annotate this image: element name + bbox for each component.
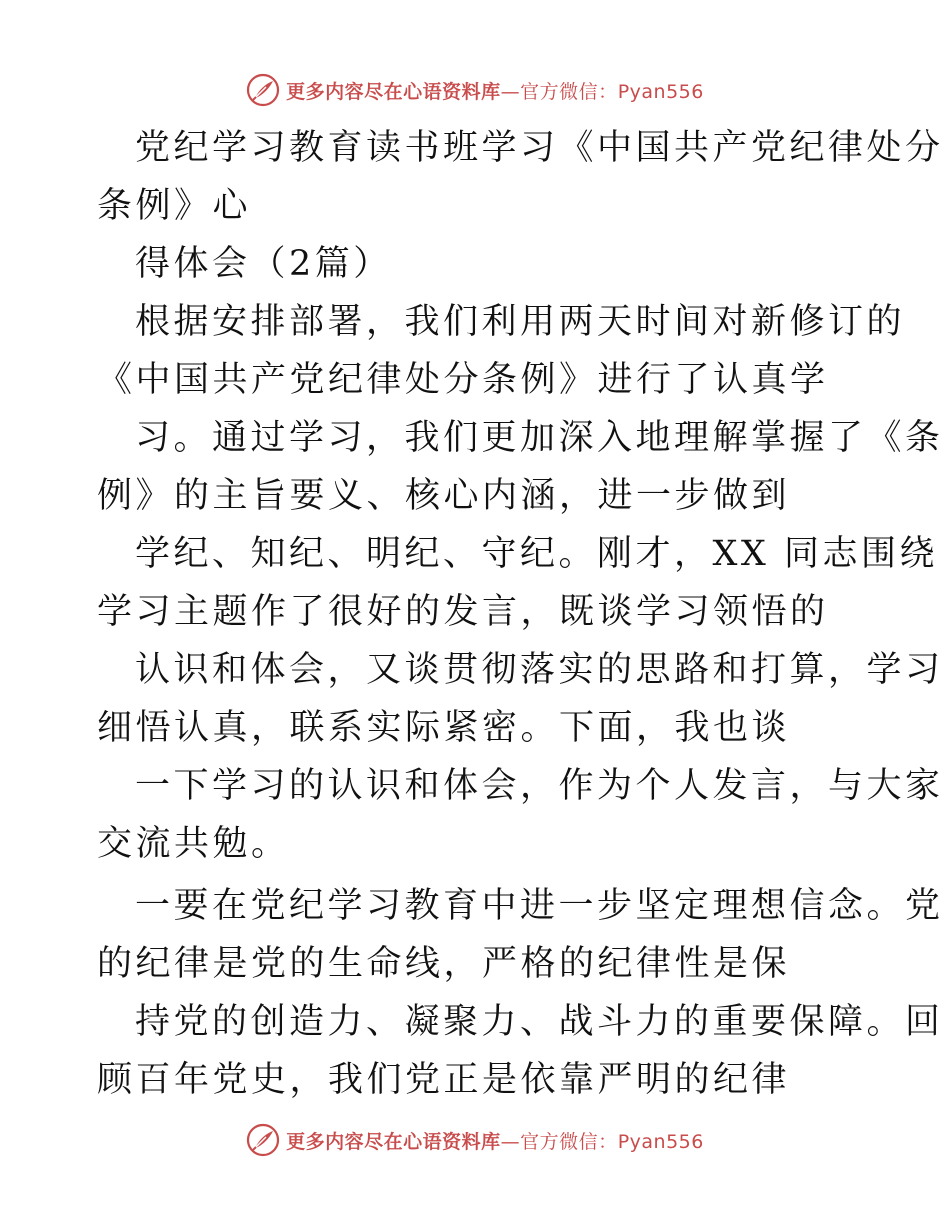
paragraph-line: 认识和体会，又谈贯彻落实的思路和打算，学习 — [135, 650, 944, 690]
paragraph-line: 的纪律是党的生命线，严格的纪律性是保 — [97, 944, 791, 984]
paragraph-line: 持党的创造力、凝聚力、战斗力的重要保障。回 — [135, 1002, 944, 1042]
paragraph-line: 交流共勉。 — [97, 824, 290, 864]
header-watermark — [0, 70, 950, 110]
paragraph-line: 根据安排部署，我们利用两天时间对新修订的 — [135, 302, 906, 342]
document-title-line: 条例》心 — [97, 186, 252, 226]
paragraph-line: 习。通过学习，我们更加深入地理解掌握了《条 — [135, 418, 944, 458]
paragraph-line: 顾百年党史，我们党正是依靠严明的纪律 — [97, 1060, 791, 1100]
watermark-suffix: 官方微信： — [520, 80, 618, 103]
paragraph-line: 学习主题作了很好的发言，既谈学习领悟的 — [97, 592, 829, 632]
paragraph-line: 学纪、知纪、明纪、守纪。刚才，XX 同志围绕 — [135, 534, 938, 574]
watermark-account: Pyan556 — [617, 1130, 704, 1153]
watermark-separator: — — [500, 1130, 521, 1153]
document-title-line: 党纪学习教育读书班学习《中国共产党纪律处分 — [135, 128, 944, 168]
paragraph-line: 一下学习的认识和体会，作为个人发言，与大家 — [135, 766, 944, 806]
paragraph-line: 一要在党纪学习教育中进一步坚定理想信念。党 — [135, 886, 944, 926]
paragraph-line: 《中国共产党纪律处分条例》进行了认真学 — [97, 360, 829, 400]
document-title-line: 得体会（2篇） — [135, 244, 392, 284]
watermark-suffix: 官方微信： — [520, 1130, 618, 1153]
footer-watermark — [0, 1120, 950, 1160]
watermark-account: Pyan556 — [617, 80, 704, 103]
paragraph-line: 例》的主旨要义、核心内涵，进一步做到 — [97, 476, 791, 516]
watermark-separator: — — [500, 80, 521, 103]
paragraph-line: 细悟认真，联系实际紧密。下面，我也谈 — [97, 708, 791, 748]
watermark-brand: 更多内容尽在心语资料库 — [286, 80, 501, 103]
feather-pen-logo-icon — [246, 73, 280, 107]
watermark-brand: 更多内容尽在心语资料库 — [286, 1130, 501, 1153]
feather-pen-logo-icon — [246, 1123, 280, 1157]
